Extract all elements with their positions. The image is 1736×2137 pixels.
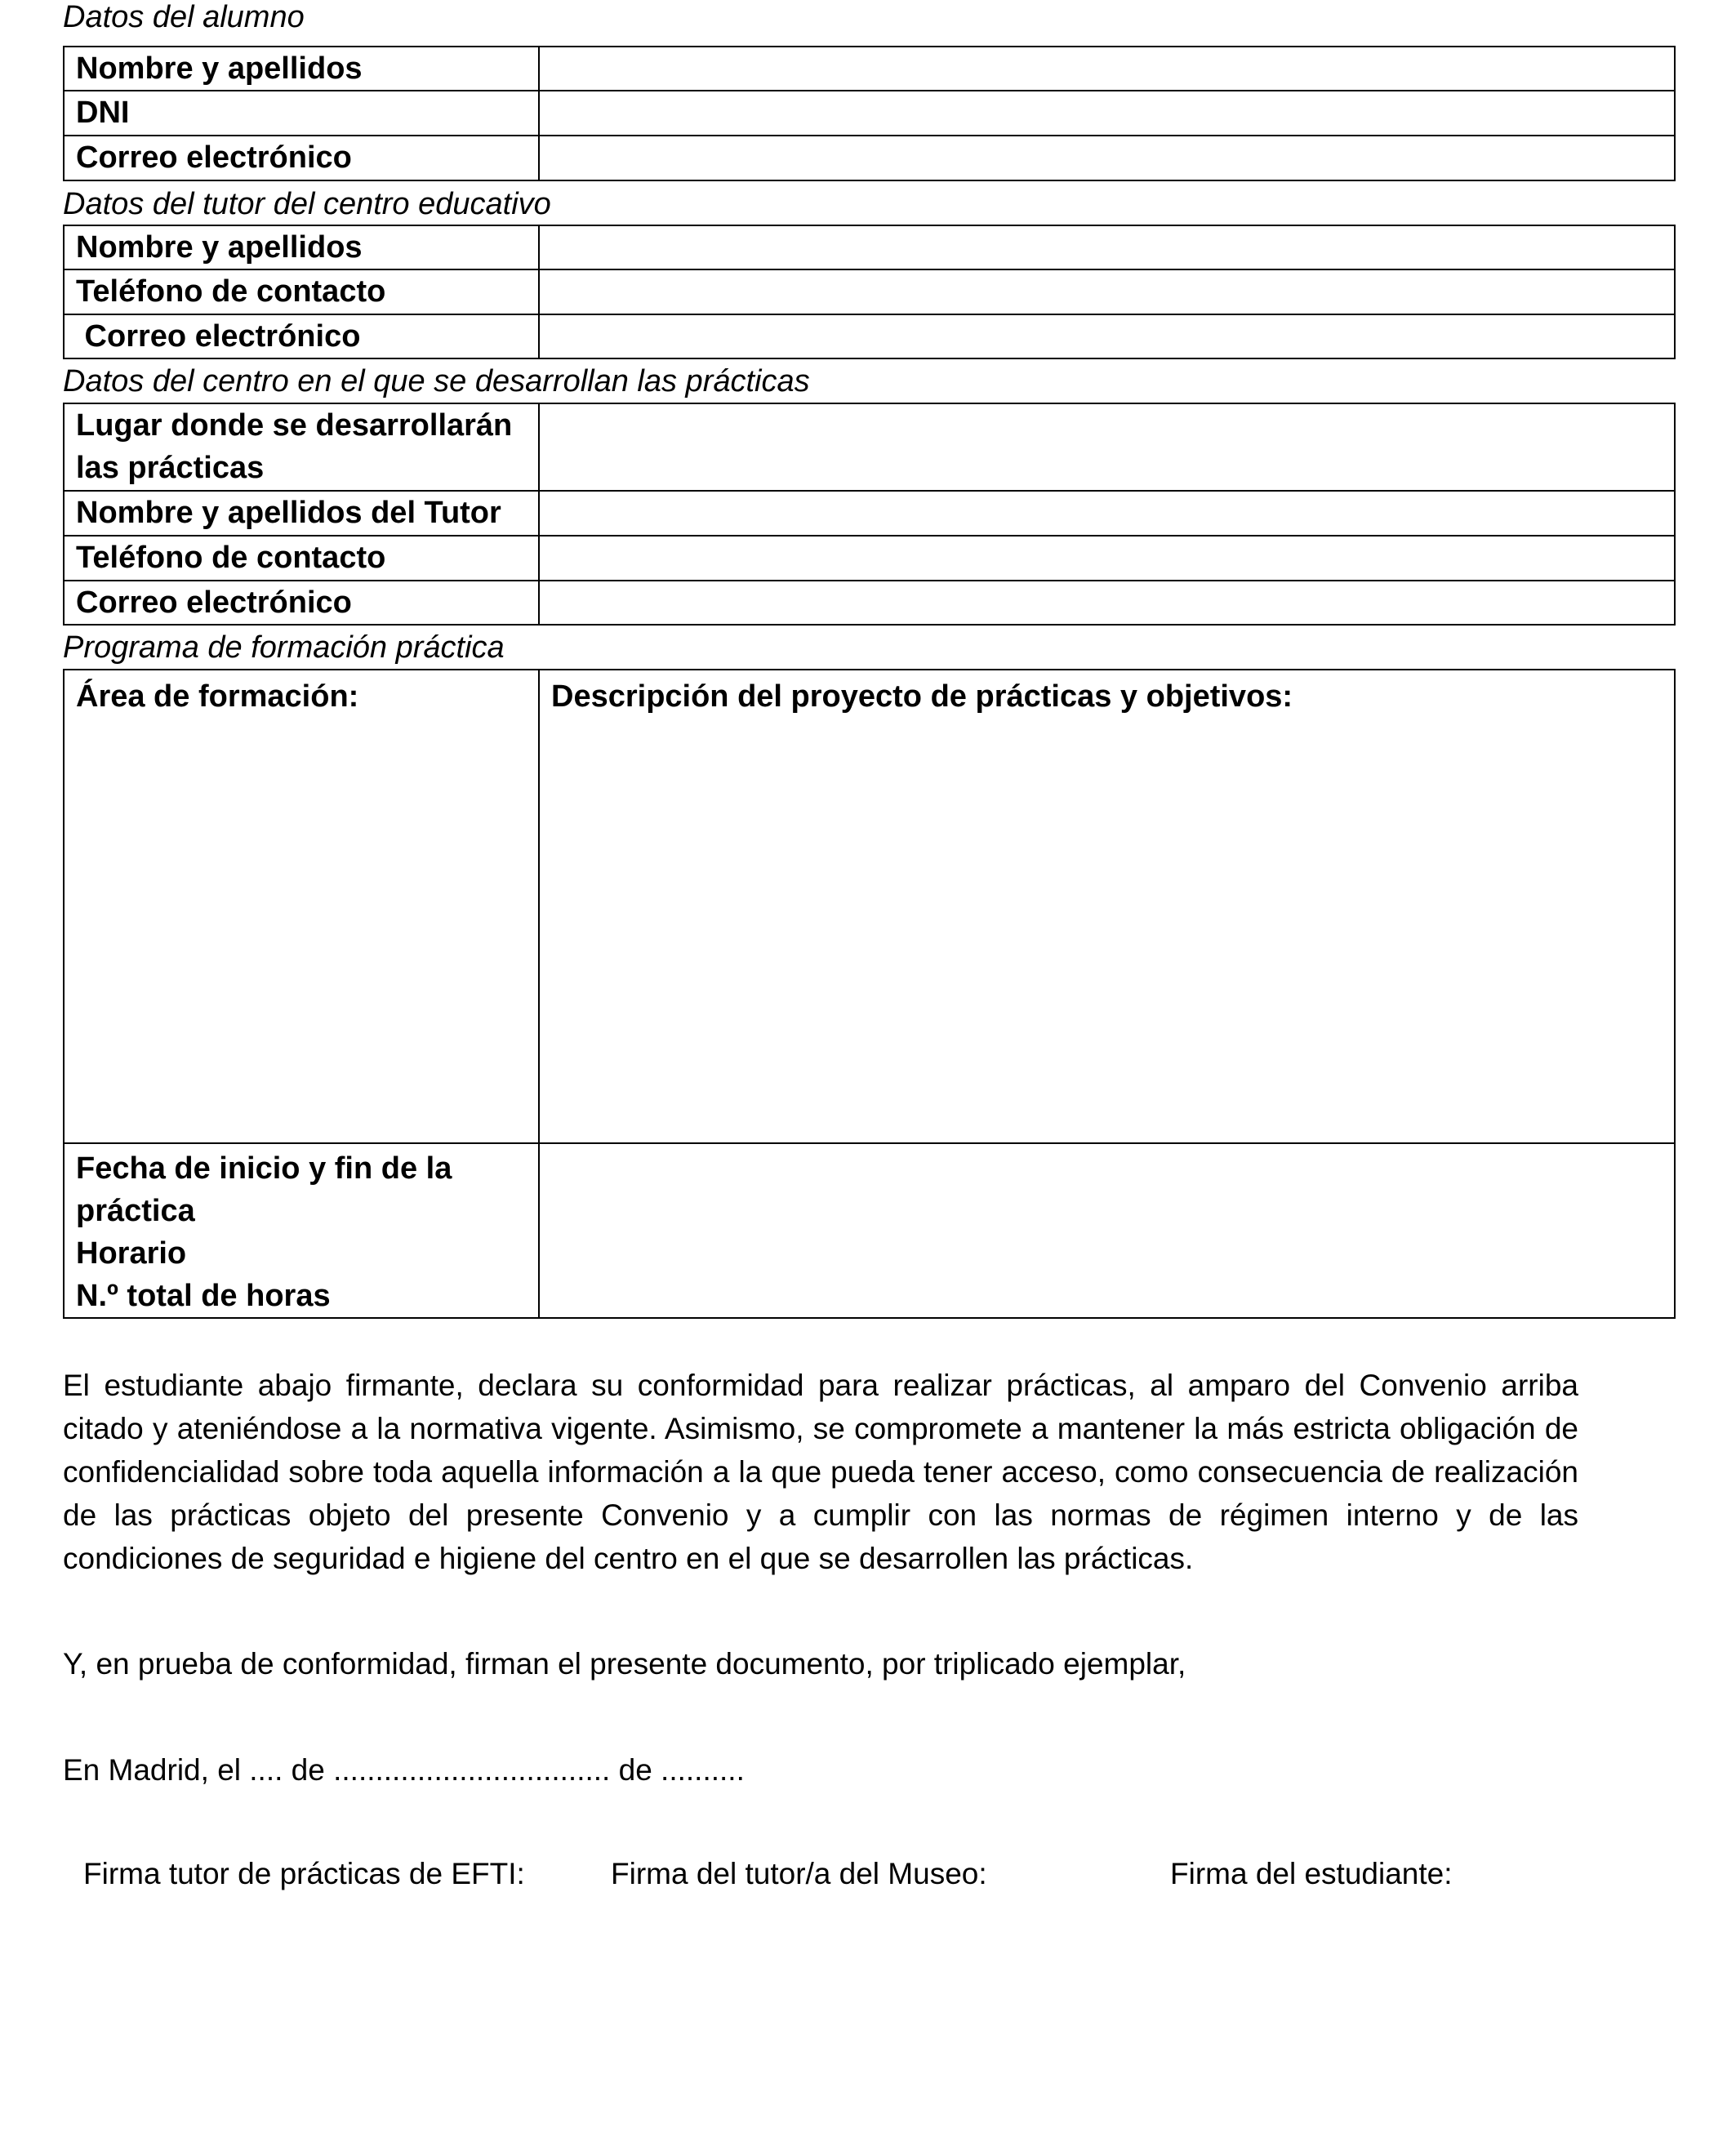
label-area-formacion: Área de formación: xyxy=(76,679,359,714)
label-tutor-telefono: Teléfono de contacto xyxy=(64,269,539,314)
field-centro-tutor[interactable] xyxy=(539,491,1675,536)
fecha-horario-cell xyxy=(64,1143,539,1318)
area-formacion-cell[interactable] xyxy=(64,670,539,1143)
section-title-alumno: Datos del alumno xyxy=(63,0,305,34)
declaracion-paragraph: El estudiante abajo firmante, declara su conformidad para realizar prácticas, al amparo del Convenio arriba citado y ateniéndose a la normativa vigente. Asimismo, se compromete a mantener la más estricta obligación de confidencialidad sobre toda aquella información a la que pueda tener acceso, como consecuencia de realización de las prácticas objeto del presente Convenio y a cumplir con las normas de régimen interno y de las condiciones de seguridad e higiene del centro en el que se desarrollen las prácticas. xyxy=(63,1369,1578,1575)
label-fecha-inicio-fin: Fecha de inicio y fin de la práctica xyxy=(76,1151,452,1228)
label-centro-correo: Correo electrónico xyxy=(64,581,539,625)
centro-table xyxy=(63,403,1676,626)
label-descripcion-proyecto: Descripción del proyecto de prácticas y objetivos: xyxy=(551,679,1293,714)
field-centro-lugar[interactable] xyxy=(539,403,1675,491)
lugar-fecha-line: En Madrid, el .... de ................................. de .......... xyxy=(63,1753,745,1787)
label-tutor-correo: Correo electrónico xyxy=(64,314,539,358)
alumno-table xyxy=(63,46,1676,181)
label-centro-telefono: Teléfono de contacto xyxy=(64,536,539,581)
firma-tutor-museo: Firma del tutor/a del Museo: xyxy=(611,1857,987,1890)
section-title-programa: Programa de formación práctica xyxy=(63,630,505,665)
field-tutor-telefono[interactable] xyxy=(539,269,1675,314)
field-centro-telefono[interactable] xyxy=(539,536,1675,581)
tutor-centro-table xyxy=(63,225,1676,359)
field-alumno-correo[interactable] xyxy=(539,136,1675,180)
field-tutor-correo[interactable] xyxy=(539,314,1675,358)
label-centro-tutor: Nombre y apellidos del Tutor xyxy=(64,491,539,536)
label-tutor-nombre: Nombre y apellidos xyxy=(64,225,539,269)
label-centro-lugar: Lugar donde se desarrollarán las prácticas xyxy=(64,403,539,491)
label-alumno-nombre: Nombre y apellidos xyxy=(64,47,539,91)
field-alumno-dni[interactable] xyxy=(539,91,1675,136)
label-alumno-correo: Correo electrónico xyxy=(64,136,539,180)
section-title-centro: Datos del centro en el que se desarrollan las prácticas xyxy=(63,364,810,398)
label-horario: Horario xyxy=(76,1236,187,1271)
label-alumno-dni: DNI xyxy=(64,91,539,136)
field-tutor-nombre[interactable] xyxy=(539,225,1675,269)
firma-tutor-efti: Firma tutor de prácticas de EFTI: xyxy=(83,1857,525,1890)
descripcion-cell[interactable] xyxy=(539,670,1675,1143)
programa-table xyxy=(63,669,1676,1319)
field-alumno-nombre[interactable] xyxy=(539,47,1675,91)
field-fecha-horario[interactable] xyxy=(539,1143,1675,1318)
label-total-horas: N.º total de horas xyxy=(76,1279,331,1313)
section-title-tutor-centro: Datos del tutor del centro educativo xyxy=(63,187,551,221)
conformidad-line: Y, en prueba de conformidad, firman el presente documento, por triplicado ejemplar, xyxy=(63,1647,1186,1681)
field-centro-correo[interactable] xyxy=(539,581,1675,625)
firma-estudiante: Firma del estudiante: xyxy=(1170,1857,1453,1890)
